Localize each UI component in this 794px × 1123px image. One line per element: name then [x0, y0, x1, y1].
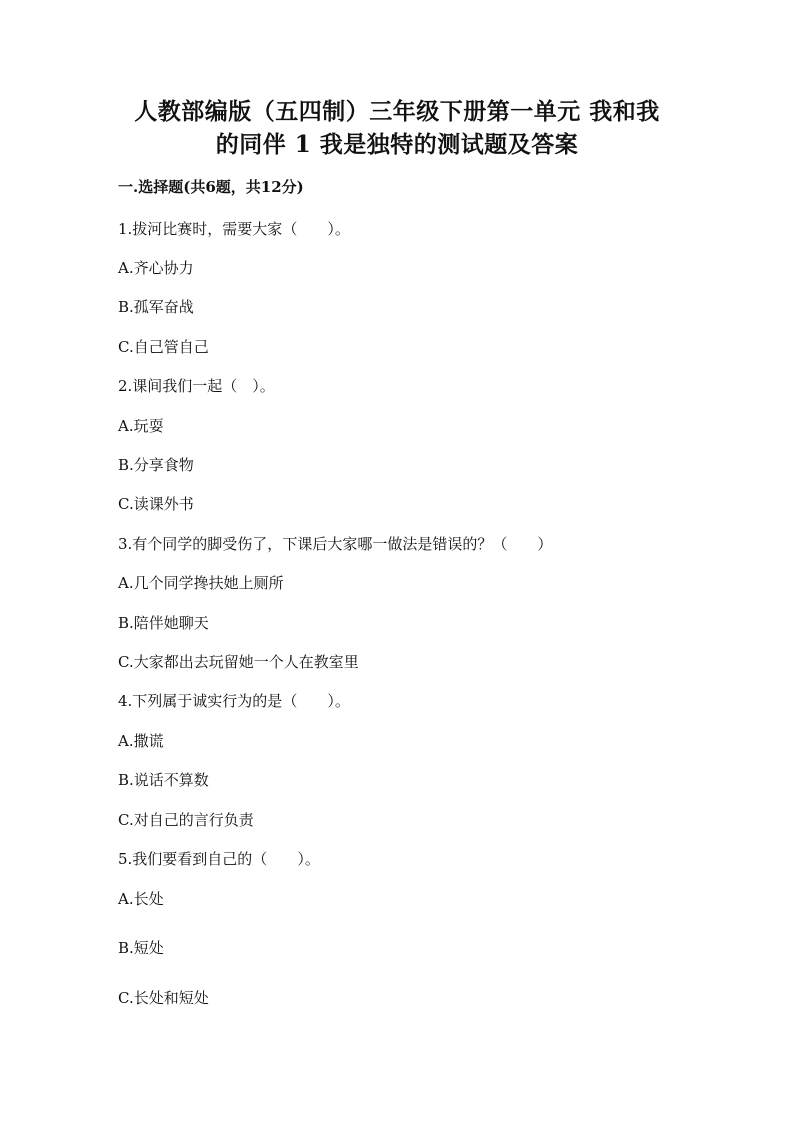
- question-2-stem: 2.课间我们一起（ ）。: [118, 377, 275, 395]
- question-1-option-c: C.自己管自己: [118, 338, 209, 356]
- document-title-line-1: 人教部编版（五四制）三年级下册第一单元 我和我: [134, 98, 660, 125]
- question-4-option-c: C.对自己的言行负责: [118, 811, 254, 829]
- question-5-option-a: A.长处: [118, 890, 164, 908]
- question-2-option-b: B.分享食物: [118, 456, 194, 474]
- question-4-option-b: B.说话不算数: [118, 771, 209, 789]
- question-1-option-b: B.孤军奋战: [118, 298, 194, 316]
- question-4-stem: 4.下列属于诚实行为的是（ ）。: [118, 692, 350, 710]
- question-5-option-c: C.长处和短处: [118, 989, 209, 1007]
- question-1-stem: 1.拔河比赛时，需要大家（ ）。: [118, 220, 350, 238]
- question-3-stem: 3.有个同学的脚受伤了，下课后大家哪一做法是错误的？（ ）: [118, 535, 553, 553]
- question-2-option-c: C.读课外书: [118, 495, 194, 513]
- question-5-option-b: B.短处: [118, 939, 164, 957]
- section-heading: 一.选择题(共6题，共12分): [118, 178, 304, 196]
- question-4-option-a: A.撒谎: [118, 732, 164, 750]
- question-5-stem: 5.我们要看到自己的（ ）。: [118, 850, 320, 868]
- document-title-line-2: 的同伴 1 我是独特的测试题及答案: [215, 131, 579, 158]
- question-3-option-b: B.陪伴她聊天: [118, 614, 209, 632]
- question-3-option-c: C.大家都出去玩留她一个人在教室里: [118, 653, 359, 671]
- question-3-option-a: A.几个同学搀扶她上厕所: [118, 574, 284, 592]
- question-1-option-a: A.齐心协力: [118, 259, 194, 277]
- question-2-option-a: A.玩耍: [118, 417, 164, 435]
